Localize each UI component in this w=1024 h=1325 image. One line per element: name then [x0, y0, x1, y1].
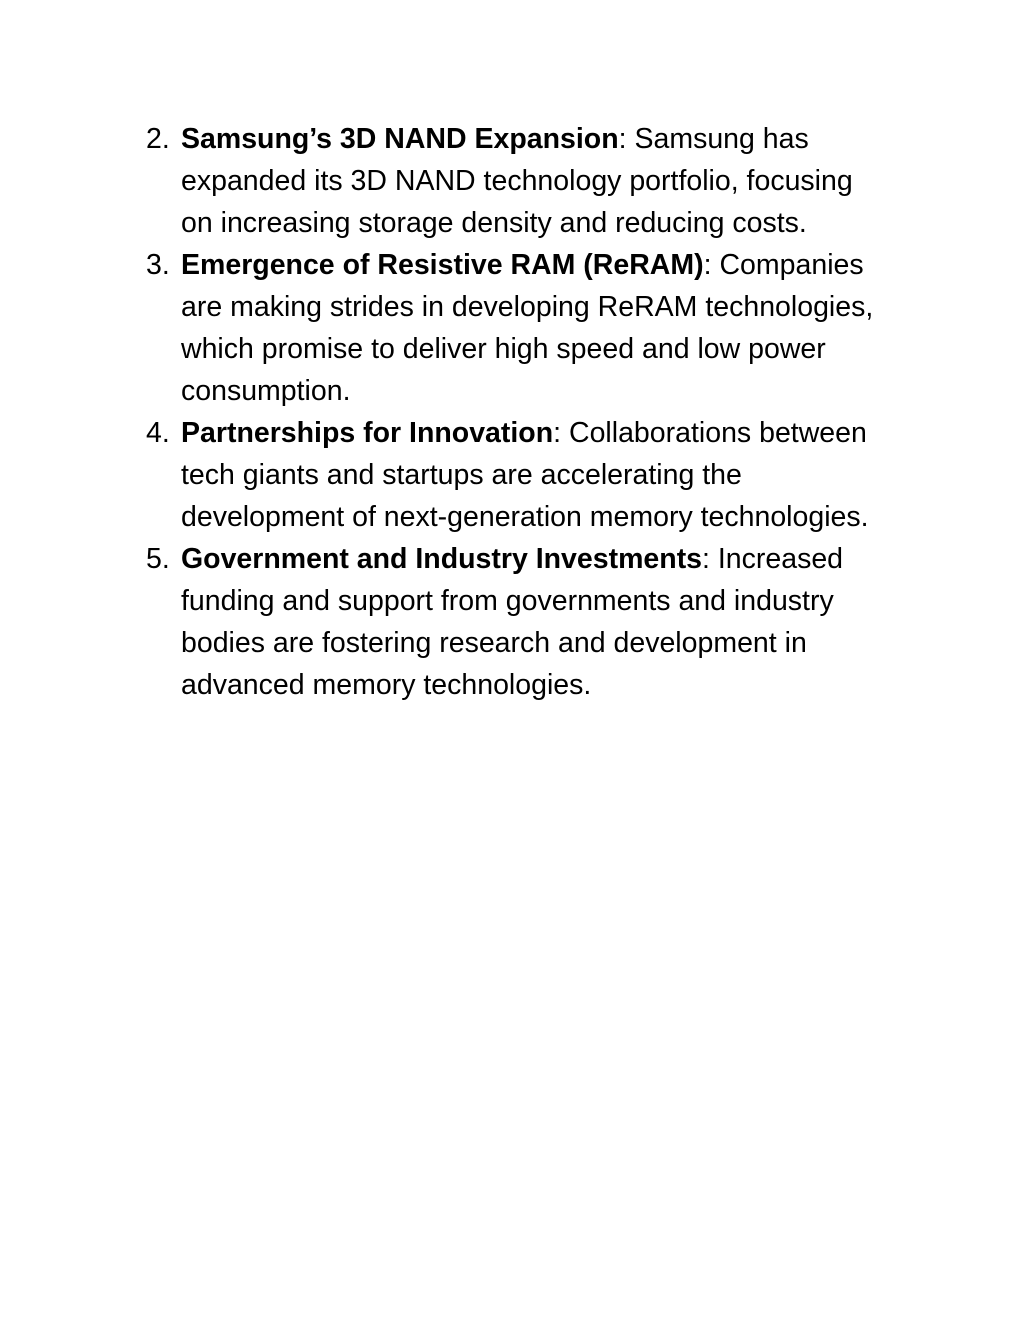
list-item-separator: :	[618, 123, 627, 155]
list-item-title: Emergence of Resistive RAM (ReRAM)	[181, 249, 704, 281]
list-item-separator: :	[703, 249, 712, 281]
list-item-separator: :	[553, 417, 562, 449]
list-item-text: Collaborations between tech giants and startups are accelerating the development of next-generation memory technologies.	[181, 417, 869, 533]
list-item-separator: :	[702, 543, 710, 575]
list-item-text: Samsung has expanded its 3D NAND technology portfolio, focusing on increasing storage density and reducing costs.	[181, 123, 853, 239]
list-item-text: Companies are making strides in developing ReRAM technologies, which promise to deliver high speed and low power consumption.	[181, 249, 874, 407]
list-item	[146, 412, 906, 538]
list-item-text: Increased funding and support from governments and industry bodies are fostering research and development in advanced memory technologies.	[181, 543, 844, 701]
list-number: 2.	[146, 123, 170, 155]
list-number: 4.	[146, 417, 170, 449]
list-item-title: Samsung’s 3D NAND Expansion	[181, 123, 619, 155]
list-number: 3.	[146, 249, 170, 281]
list-item-title: Government and Industry Investments	[181, 543, 703, 575]
numbered-list	[146, 118, 906, 706]
list-item	[146, 118, 906, 244]
list-item-body	[181, 244, 891, 412]
list-item	[146, 244, 906, 412]
list-item-body	[181, 538, 891, 706]
list-item-body	[181, 118, 891, 244]
list-number: 5.	[146, 543, 170, 575]
list-item	[146, 538, 906, 706]
list-item-body	[181, 412, 891, 538]
list-item-title: Partnerships for Innovation	[181, 417, 554, 449]
